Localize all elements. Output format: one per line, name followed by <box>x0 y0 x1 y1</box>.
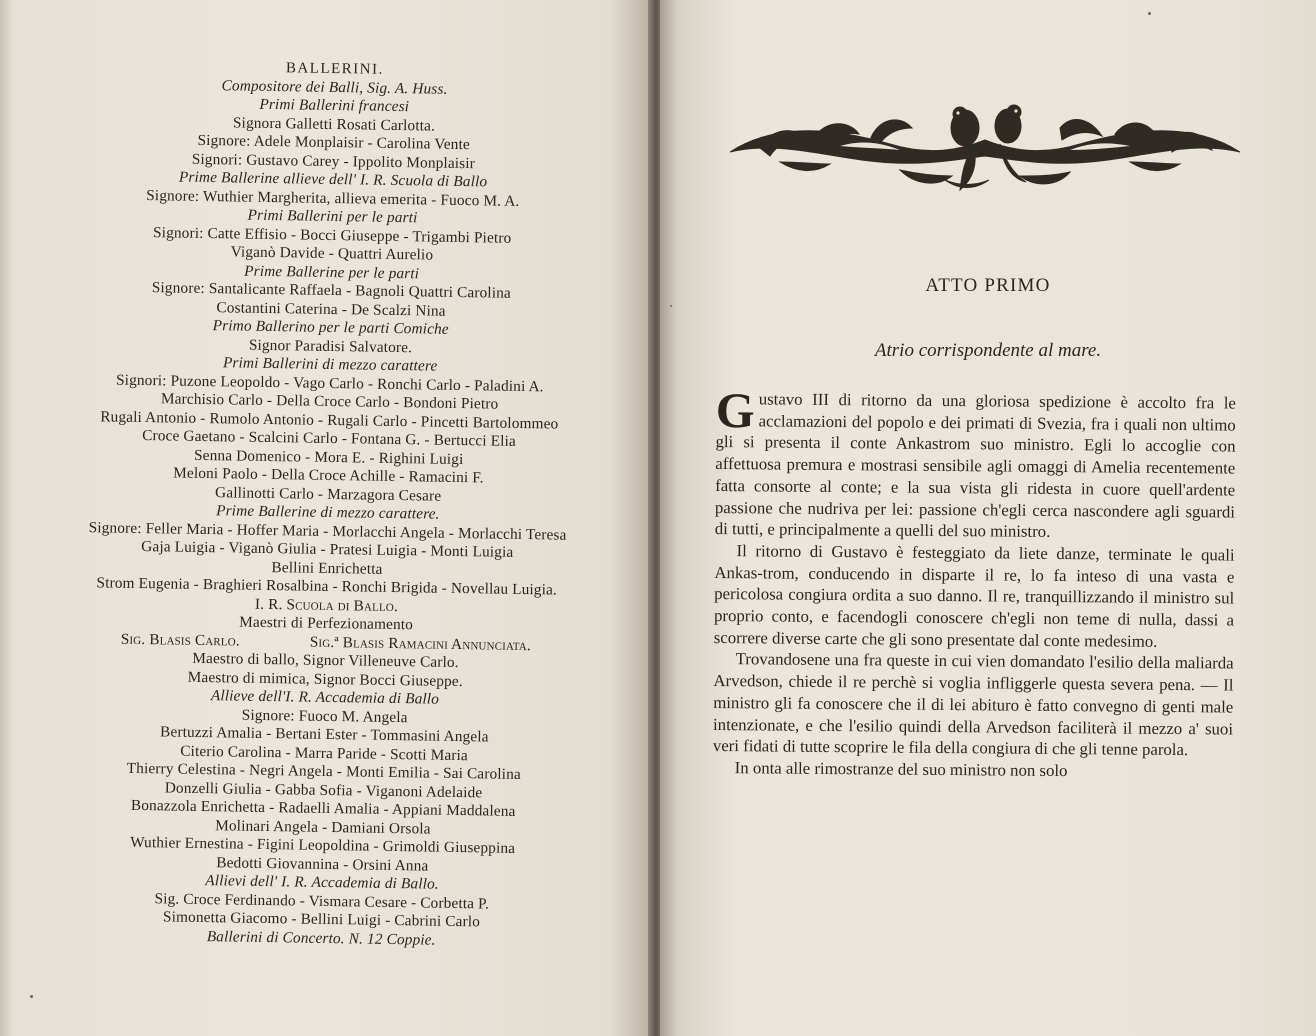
cast-line: Citerio Carolina - Marra Paride - Scotti Maria <box>180 742 469 764</box>
cast-line: Signori: Catte Effisio - Bocci Giuseppe - Trigambi Pietro <box>152 223 512 247</box>
paper-speck <box>670 305 672 307</box>
cast-line: Senna Domenico - Mora E. - Righini Luigi <box>193 446 464 468</box>
section-label: Primi Ballerini francesi <box>259 95 410 116</box>
cast-heading: BALLERINI. <box>285 60 384 78</box>
right-page <box>660 0 1316 1036</box>
section-label: Prime Ballerine per le parti <box>244 262 420 282</box>
cast-line: Strom Eugenia - Braghieri Rosalbina - Ronchi Brigida - Novellau Luigia. <box>96 574 558 599</box>
cast-footer: Ballerini di Concerto. N. 12 Coppie. <box>206 927 436 949</box>
cast-line: Signori: Gustavo Carey - Ippolito Monplaisir <box>191 150 476 172</box>
cast-line: Costantini Caterina - De Scalzi Nina <box>216 298 446 320</box>
cast-line: Bertuzzi Amalia - Bertani Ester - Tommasini Angela <box>159 723 489 746</box>
section-label: Primo Ballerino per le parti Comiche <box>212 317 449 338</box>
cast-line: Sig. Croce Ferdinando - Vismara Cesare - Corbetta P. <box>154 889 490 913</box>
composer-line: Compositore dei Balli, Sig. A. Huss. <box>221 76 448 98</box>
section-label: Allieve dell'I. R. Accademia di Ballo <box>210 687 440 708</box>
cast-line: Signore: Feller Maria - Hoffer Maria - Morlacchi Angela - Morlacchi Teresa <box>88 518 567 544</box>
section-label: Allievi dell' I. R. Accademia di Ballo. <box>205 872 439 893</box>
cast-line: Signore: Adele Monplaisir - Carolina Vente <box>197 131 471 154</box>
scene-heading: Atrio corrispondente al mare. <box>874 340 1102 361</box>
cast-line: Bedotti Giovannina - Orsini Anna <box>216 853 429 875</box>
cast-line: Meloni Paolo - Della Croce Achille - Ramacini F. <box>173 464 484 487</box>
act-title: ATTO PRIMO <box>925 275 1051 296</box>
paragraph <box>714 382 1236 544</box>
cast-line: Gaja Luigia - Viganò Giulia - Pratesi Luigia - Monti Luigia <box>141 538 514 561</box>
cast-line: Croce Gaetano - Scalcini Carlo - Fontana G. - Bertucci Elia <box>142 427 517 450</box>
cast-line: Signore: Santalicante Raffaela - Bagnoli Quattri Carolina <box>151 279 512 302</box>
cast-line: Signore: Fuoco M. Angela <box>241 706 408 726</box>
left-page <box>0 0 652 1036</box>
drop-cap: G <box>715 382 755 439</box>
cast-line: Maestri di Perfezionamento <box>239 613 414 634</box>
cast-line: Maestro di ballo, Signor Villeneuve Carlo. <box>192 649 459 672</box>
cast-line: Signori: Puzone Leopoldo - Vago Carlo - Ronchi Carlo - Paladini A. <box>115 371 544 395</box>
paper-speck <box>30 995 33 998</box>
section-label: Prime Ballerine di mezzo carattere. <box>216 502 440 523</box>
cast-line: Marchisio Carlo - Della Croce Carlo - Bondoni Pietro <box>160 390 499 413</box>
paragraph: Il ritorno di Gustavo è festeggiato da liete danze, terminate le quali Ankas-trom, conducendo in disparte il re, lo fa inteso di una vasta e pericolosa congiura ordita a suo danno. Il re, tranquillizzando il ministro sul proprio conto, e facendogli conoscere ch'egli non teme di nulla, dassi a scorrere diverse carte che gli sono presentate dal conte medesimo. <box>713 541 1235 651</box>
paragraph: Trovandosene una fra queste in cui vien domandato l'esilio della maliarda Arvedson, chiede il re perchè si voglia infliggerle questa severa pena. — Il ministro gli fa conoscere che il di lei abituro è fatto convegno di genti male intenzionate, e che l'esilio quindi della Arvedson faciliterà il mezzo a' suoi veri fidati di tutte scoprire le fila della congiura di che gli tenne parola. <box>712 649 1234 760</box>
cast-line: Gallinotti Carlo - Marzagora Cesare <box>215 483 442 505</box>
section-label: Prime Ballerine allieve dell' I. R. Scuola di Ballo <box>178 168 488 191</box>
foliage-ornament-icon <box>720 100 1250 196</box>
cast-line: Bellini Enrichetta <box>271 558 383 578</box>
cast-line: Rugali Antonio - Rumolo Antonio - Rugali Carlo - Pincetti Bartolommeo <box>100 407 559 433</box>
section-label: Primi Ballerini di mezzo carattere <box>222 354 438 375</box>
cast-line: Molinari Angela - Damiani Orsola <box>215 816 431 838</box>
paragraph: In onta alle rimostranze del suo ministro non solo <box>734 758 1068 781</box>
cast-line: Maestro di mimica, Signor Bocci Giuseppe. <box>187 668 463 690</box>
paper-speck <box>1148 12 1151 15</box>
cast-line: Signor Paradisi Salvatore. <box>248 336 413 356</box>
section-label: Primi Ballerini per le parti <box>247 206 418 227</box>
cast-list <box>26 55 630 952</box>
cast-line: Simonetta Giacomo - Bellini Luigi - Cabrini Carlo <box>162 908 481 931</box>
cast-line: Sig.ª Blasis Ramacini Annunciata. <box>309 633 532 654</box>
libretto-text <box>712 382 1236 783</box>
cast-line: Donzelli Giulia - Gabba Sofia - Viganoni Adelaide <box>164 778 483 801</box>
cast-line: Viganò Davide - Quattri Aurelio <box>230 243 434 264</box>
cast-line: Sig. Blasis Carlo. <box>120 630 240 650</box>
cast-line: I. R. Scuola di Ballo. <box>254 595 399 615</box>
cast-line: Thierry Celestina - Negri Angela - Monti Emilia - Sai Carolina <box>126 759 522 784</box>
cast-line: Signore: Wuthier Margherita, allieva emerita - Fuoco M. A. <box>146 186 520 210</box>
cast-line: Signora Galletti Rosati Carlotta. <box>232 113 436 135</box>
paragraph-text: ustavo III di ritorno da una gloriosa spedizione è accolto fra le acclamazioni del popolo e dei primati di Svezia, fra i quali non ultimo gli si presenta il conte Ankastrom suo ministro. Egli lo accoglie con affettuosa premura e mostrasi sensibile agli omaggi di Amelia recentemente fatta consorte al conte; e la sua vista gli ridesta in cuore quell'ardente passione che nudriva per lei: passione ch'egli cerca nascondere agli sguardi di tutti, e principalmente a quelli del suo ministro. <box>714 389 1236 542</box>
cast-line: Bonazzola Enrichetta - Radaelli Amalia - Appiani Maddalena <box>130 796 516 820</box>
cast-line: Wuthier Ernestina - Figini Leopoldina - Grimoldi Giuseppina <box>130 833 516 857</box>
